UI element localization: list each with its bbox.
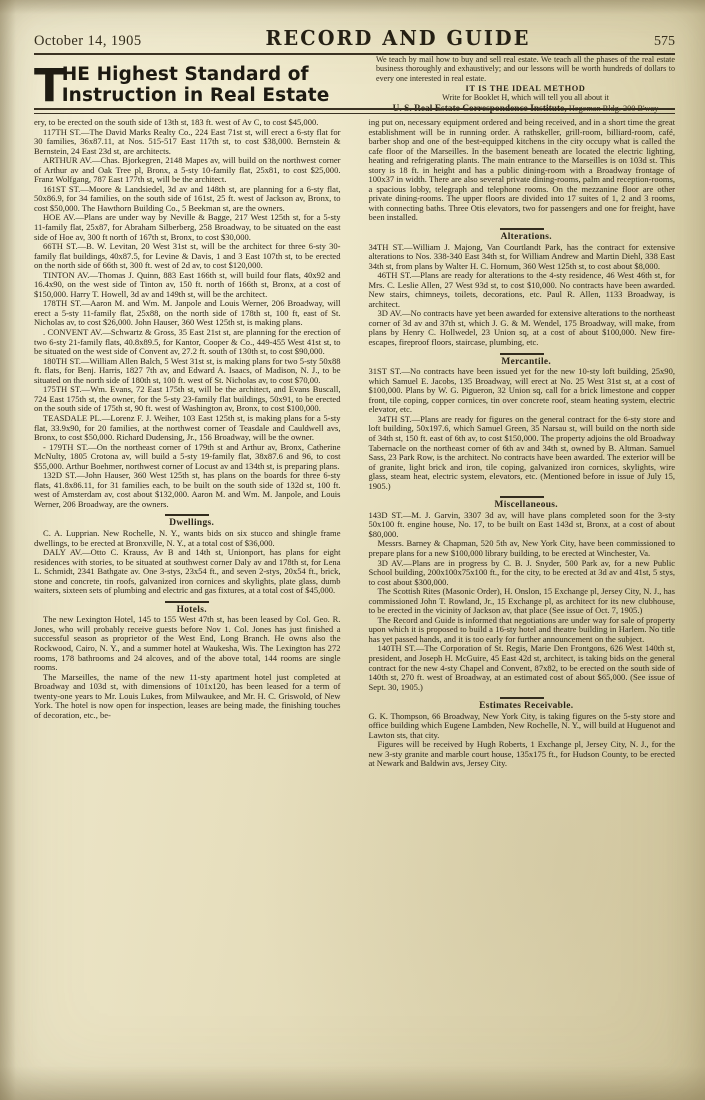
article-paragraph: DALY AV.—Otto C. Krauss, Av B and 14th st, Unionport, has plans for eight residences with stories, to be situated at southwest corner Daly av and 178th st, for Lena L. Schmidt, 2341 Bathgate av. One 3-stys, 23x54 ft., and seven 2-stys, 20x54 ft., brick, stone and concrete, tin roofs, galvanized iron cornices and skylights, plate glass, dumb waiters, sixteen sets of plumbing and electric and gas fixtures, at a total cost of $45,000. (34, 547, 341, 596)
section-divider (500, 228, 544, 230)
article-paragraph: Figures will be received by Hugh Roberts, 1 Exchange pl, Jersey City, N. J., for the new 3-sty granite and marble court house, 135x175 ft., for Hudson County, to be erected at Newark and Baldwin avs, Jersey City. (368, 739, 675, 769)
section-divider (500, 697, 544, 699)
headline-text (62, 64, 330, 106)
scan-edge-shadow-bottom (0, 1066, 705, 1100)
article-paragraph: - 179TH ST.—On the northeast corner of 179th st and Arthur av, Bronx, Catherine McNulty, 1805 Crotona av, will build a 5-sty 19-family flat, 38x87.6 and 96, to cost $55,000. Arthur Boehmer, northwest corner of Locust av and 134th st, is preparing plans. (34, 441, 341, 471)
advertisement-banner (34, 55, 675, 113)
article-paragraph: 175TH ST.—Wm. Evans, 72 East 175th st, will be the architect, and Evans Buscall, 724 East 175th st, the owner, for the 5-sty 23-family flat buildings, 50x91, to be erected on the south side of 175th st, 90 ft. west of Washington av, Bronx, to cost $100,000. (34, 384, 341, 414)
left-column (34, 118, 341, 1056)
drop-cap-letter: T (34, 58, 65, 112)
article-paragraph: 66TH ST.—B. W. Levitan, 20 West 31st st, will be the architect for three 6-sty 30-family flat buildings, 40x87.5, for Levine & Davis, 1 and 3 East 107th st, to be erected on the north side of 66th st, 300 ft. west of 2d av, to cost $120,000. (34, 241, 341, 271)
ad-ideal-method-line: IT IS THE IDEAL METHOD (465, 83, 586, 93)
article-paragraph: . CONVENT AV.—Schwartz & Gross, 35 East 21st st, are planning for the erection of two 6-sty 21-family flats, 40.8x89.5, for Kantor, Cooper & Co., 449-455 West 41st st, to be situated on the west side of Convent av, 27.2 ft. south of 130th st, to cost $90,000. (34, 327, 341, 357)
section-heading-mercantile: Mercantile. (501, 356, 552, 367)
article-paragraph: ing put on, necessary equipment ordered and being received, and in a short time the great establishment will be in running order. A rathskeller, grill-room, billiard-room, café, barber shop and one of the best-equipped kitchens in the city occupy what is called the cafe floor of the Marseilles. In the basement beneath are located the electric lighting, heating and refrigerating plants. The main entrance to the Marseilles is on 103d st. This story is 18 ft. in height and has a public dining-room with a Broadway frontage of 100x37 in width. There are also several private dining-rooms, palm and reception-rooms, a spacious lobby, telegraph and telephone rooms. On the mezzanine floor are other private dining-rooms. The upper floors are divided into 17 suites of 1, 2 and 3 rooms, with connecting baths. Three Otis elevators, two for passengers and one for freight, have been installed. (368, 117, 675, 223)
ad-institute-address: Hegeman Bldg. 200 B'way (568, 103, 659, 113)
right-column (369, 118, 676, 1056)
article-paragraph: 46TH ST.—Plans are ready for alterations to the 4-sty residence, 46 West 46th st, for Mrs. C. Leslie Allen, 27 West 93d st, to cost $10,000. No contracts have been awarded. New stairs, chimneys, toilets, decorations, etc. Paul R. Allen, 1133 Broadway, is architect. (368, 270, 675, 309)
body-columns (34, 118, 675, 1056)
scan-edge-shadow-top (0, 0, 705, 14)
paper-title: RECORD AND GUIDE (265, 26, 531, 50)
article-paragraph: HOE AV.—Plans are under way by Neville & Bagge, 217 West 125th st, for a 5-sty 11-family flat, 25x87, for Abraham Silberberg, 258 Broadway, to be situated on the east side of Hoe av, 300 ft north of 167th st, Bronx, to cost $30,000. (34, 212, 341, 242)
section-divider (500, 496, 544, 498)
article-paragraph: 180TH ST.—William Allen Balch, 5 West 31st st, is making plans for two 5-sty 50x88 ft. flats, for Benj. Harris, 1827 7th av, and Edward A. Isaacs, of Madison, N. J., to be situated on the north side of 180th st, 100 ft. west of St. Nicholas av, to cost $70,00. (34, 355, 341, 385)
section-heading-hotels: Hotels. (176, 604, 207, 615)
headline-line-1: HE Highest Standard of (61, 63, 309, 85)
article-paragraph: The new Lexington Hotel, 145 to 155 West 47th st, has been leased by Col. Geo. R. Jones, who will probably receive guests before Nov 1. Col. Jones has just finished a successful season as proprietor of the West End, Long Branch. He owns also the Rockwood, Cairo, N. Y., and a summer hotel at Waukesha, Wis. The Lexington has 272 rooms, 178 bathrooms and 24 alcoves, and of the above total, 144 rooms are single rooms. (34, 614, 341, 673)
issue-date: October 14, 1905 (34, 33, 142, 49)
article-paragraph: The Record and Guide is informed that negotiations are under way for sale of property upon which it is proposed to build a 16-sty hotel and theatre building in Harlem. No title has yet passed hands, and it is too early for further announcement on the subject. (368, 614, 675, 644)
advertisement-rule (34, 108, 675, 114)
article-paragraph: 132D ST.—John Hauser, 360 West 125th st, has plans on the boards for three 6-sty flats, 41.8x86.11, for 31 families each, to be built on the south side of 132d st, 100 ft. west of Amsterdam av, cost about $132,000. Aaron M. and Wm. M. Janpole, and Louis Werner, 206 Broadway, are the owners. (34, 470, 341, 509)
article-paragraph: G. K. Thompson, 66 Broadway, New York City, is taking figures on the 5-sty store and office building which Eugene Lambden, New Rochelle, N. Y., will build at Huguenot and Lawton sts, that city. (368, 710, 675, 740)
article-paragraph: 143D ST.—M. J. Garvin, 3307 3d av, will have plans completed soon for the 3-sty 50x100 ft. engine house, No. 17, to be built on East 143d st, Bronx, at a cost of about $80,000. (368, 509, 675, 539)
section-heading-miscellaneous: Miscellaneous. (494, 500, 558, 511)
section-divider (165, 514, 209, 516)
article-paragraph: 3D AV.—No contracts have yet been awarded for extensive alterations to the northeast corner of 3d av and 37th st, which J. G. & M. Wendel, 175 Broadway, will make, from plans by Henry C. Hollwedel, 23 Union sq, at a cost of about $100,000. New fire-escapes, fireproof floors, staircase, plumbing, etc. (368, 308, 675, 348)
section-heading-estimates-receivable: Estimates Receivable. (479, 701, 574, 712)
scan-edge-shadow-left (0, 0, 16, 1100)
section-heading-dwellings: Dwellings. (169, 518, 215, 529)
ad-institute-name: U. S. Real Estate Correspondence Institute, (392, 102, 567, 113)
article-paragraph: 34TH ST.—William J. Majong, Van Courtlandt Park, has the contract for extensive alterations to Nos. 338-340 East 34th st, for William Andrew and Martin Diehl, 338 East 34th st, from plans by Walter H. C. Hornum, 360 West 125th st, to cost about $8,000. (368, 241, 675, 271)
article-paragraph: 178TH ST.—Aaron M. and Wm. M. Janpole and Louis Werner, 206 Broadway, will erect a 5-sty 11-family flat, 25x88, on the north side of 178th st, 100 ft, east of St. Nicholas av, to cost $26,000. John Hauser, 360 West 125th st, is making plans. (34, 298, 341, 328)
article-paragraph: ery, to be erected on the south side of 13th st, 183 ft. west of Av C, to cost $45,000. (34, 117, 319, 127)
article-paragraph: TINTON AV.—Thomas J. Quinn, 883 East 166th st, will build four flats, 40x92 and 16.4x90, on the west side of Tinton av, 150 ft. north of 166th st, Bronx, at a cost of $150,000. Harry T. Howell, 3d av and 149th st, will be the architect. (34, 269, 341, 299)
article-paragraph: Messrs. Barney & Chapman, 520 5th av, New York City, have been commissioned to prepare plans for a new $100,000 library building, to be erected at Winchester, Va. (368, 538, 675, 558)
advertisement-copy (364, 55, 675, 113)
article-paragraph: 161ST ST.—Moore & Landsiedel, 3d av and 148th st, are planning for a 6-sty flat, 50x86.9, for 34 families, on the south side of 161st, 25 ft. west of Jackson av, Bronx, to cost $50,000. The Hawthorn Building Co., 5 Beekman st, are the owners. (34, 183, 341, 213)
article-paragraph: 34TH ST.—Plans are ready for figures on the general contract for the 6-sty store and loft building, 50x197.6, which Samuel Green, 35 Narsau st, will build on the north side of 34th st, 150 ft. east of 6th av, to cost $150,000. The property adjoins the old Broadway Tabernacle on the northeast corner of 6th av and 34th st, owned by B. Altman. Samuel Sass, 23 Park Row, is the architect. No contracts have been awarded. The exterior will be of granite, light brick and iron, tile coping, galvanized iron cornices, skylights, wire glass, steam heat, electric system, elevators, etc. (Mentioned before in issue of July 15, 1905.) (368, 413, 675, 491)
article-paragraph: The Scottish Rites (Masonic Order), H. Onslon, 15 Exchange pl, Jersey City, N. J., has commissioned John T. Rowland, Jr., 15 Exchange pl, as architect for its new clubhouse, to be erected in the vicinity of Jackson av, that place (See issue of Oct. 7, 1905.) (368, 586, 675, 616)
ad-body-text: We teach by mail how to buy and sell real estate. We teach all the phases of the real estate business thoroughly and exhaustively; and our lessons will be worth hundreds of dollars to every one interested in real estate. (376, 55, 675, 83)
section-divider (500, 353, 544, 355)
article-paragraph: 31ST ST.—No contracts have been issued yet for the new 10-sty loft building, 25x90, which Samuel E. Jacobs, 135 Broadway, will erect at No. 25 West 31st st, at a cost of $100,000. Plans by W. G. Pigueron, 32 Union sq, call for a brick limestone and copper front, tile coping, copper cornices, tin over concrete roof, steam heating system, electric elevator, etc. (368, 366, 675, 415)
advertisement-headline (34, 58, 364, 110)
article-paragraph: ARTHUR AV.—Chas. Bjorkegren, 2148 Mapes av, will build on the northwest corner of Arthur av and Oak Tree pl, Bronx, a 5-sty 10-family flat, 25x81, to cost $25,000. Franz Wolfgang, 787 East 177th st, will be the architect. (34, 155, 341, 185)
article-paragraph: C. A. Lupprian. New Rochelle, N. Y., wants bids on six stucco and shingle frame dwellings, to be erected at Bronxville, N. Y., at a total cost of $36,000. (34, 527, 341, 548)
ad-booklet-line: Write for Booklet H, which will tell you all about it (442, 93, 609, 103)
section-divider (165, 601, 209, 603)
headline-line-2: Instruction in Real Estate (61, 84, 330, 106)
masthead (34, 26, 675, 52)
page-number: 575 (654, 34, 675, 49)
section-heading-alterations: Alterations. (500, 232, 552, 243)
article-paragraph: 117TH ST.—The David Marks Realty Co., 224 East 71st st, will erect a 6-sty flat for 30 families, 36x87.11, at Nos. 515-517 East 117th st, to cost $38,000. Bernstein & Bernstein, 24 East 23d st, are architects. (34, 126, 341, 156)
article-paragraph: 140TH ST.—The Corporation of St. Regis, Marie Den Frontgons, 626 West 140th st, president, and Joseph H. McGuire, 45 East 42d st, architect, is taking bids on the general contract for the new 4-sty Chapel and Convent, 87x82, to be erected on the south side of 140th st, 270 ft. west of Broadway, at an estimated cost of about $65,000. (See issue of Sept. 30, 1905.) (368, 643, 675, 692)
article-paragraph: 3D AV.—Plans are in progress by C. B. J. Snyder, 500 Park av, for a new Public School building, 200x100x75x100 ft., for the city, to be erected at 3d av and 41st, 5 stys, to cost about $300,000. (368, 557, 675, 587)
article-paragraph: The Marseilles, the name of the new 11-sty apartment hotel just completed at Broadway and 103d st, with dimensions of 101x120, has been leased for a term of twenty-one years to Mr. Louis Lukes, from Milwaukee, and Mr. H. C. Griswold, of New York. The hotel is now open for inspection, leases are being made, the finishing touches of decoration, etc., be- (34, 671, 341, 720)
article-paragraph: TEASDALE PL.—Lorenz F. J. Weiher, 103 East 125th st, is making plans for a 5-sty flat, 33.9x90, for 20 families, at the northwest corner of Teasdale and Cauldwell avs, Bronx, to cost $50,000. Richard Dudensing, Jr., 156 Broadway, will be the owner. (34, 412, 341, 443)
